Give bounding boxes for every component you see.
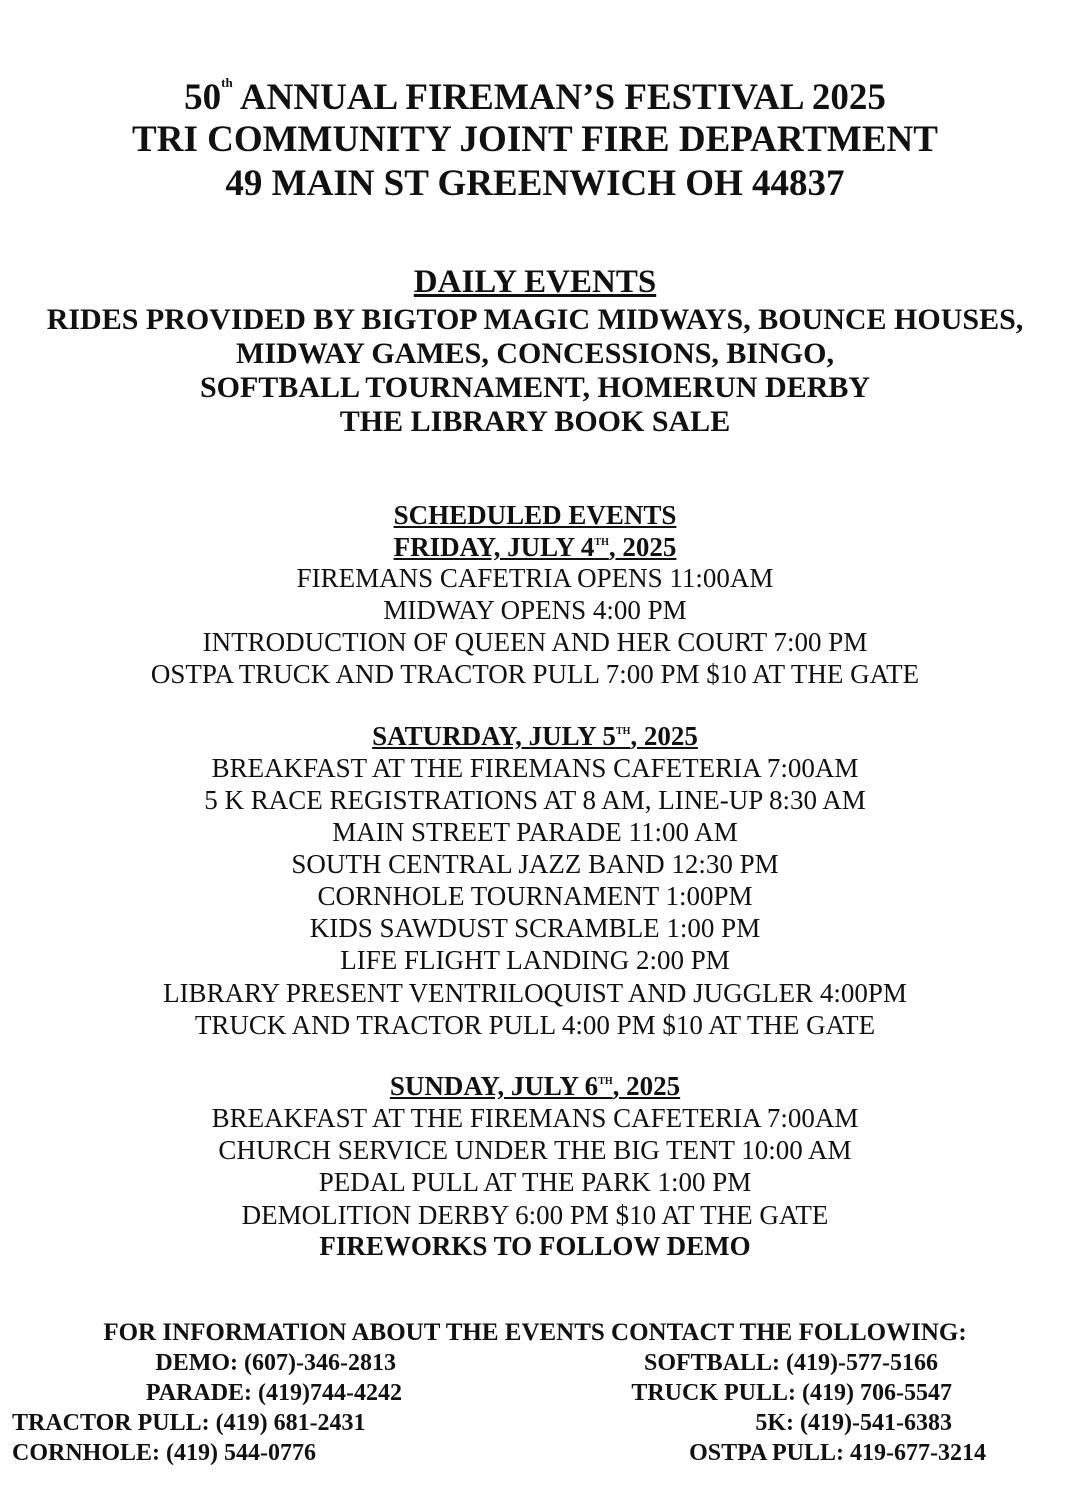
daily-event-line: MIDWAY GAMES, CONCESSIONS, BINGO,: [236, 337, 834, 370]
saturday-event: MAIN STREET PARADE 11:00 AM: [332, 817, 738, 847]
contact-demo: DEMO: (607)-346-2813: [155, 1350, 396, 1376]
title-line-2: TRI COMMUNITY JOINT FIRE DEPARTMENT: [132, 119, 938, 160]
saturday-event: BREAKFAST AT THE FIREMANS CAFETERIA 7:00AM: [211, 753, 859, 783]
contact-5k: 5K: (419)-541-6383: [755, 1410, 952, 1436]
daily-event-line: RIDES PROVIDED BY BIGTOP MAGIC MIDWAYS, BOUNCE HOUSES,: [46, 303, 1024, 336]
contact-ostpa-pull: OSTPA PULL: 419-677-3214: [689, 1440, 986, 1466]
sunday-event: CHURCH SERVICE UNDER THE BIG TENT 10:00 AM: [218, 1135, 852, 1165]
saturday-event: KIDS SAWDUST SCRAMBLE 1:00 PM: [309, 913, 761, 943]
sunday-event: BREAKFAST AT THE FIREMANS CAFETERIA 7:00AM: [211, 1103, 859, 1133]
saturday-event: 5 K RACE REGISTRATIONS AT 8 AM, LINE-UP 8:30 AM: [204, 785, 866, 815]
fireworks-note: FIREWORKS TO FOLLOW DEMO: [319, 1231, 751, 1261]
friday-event: FIREMANS CAFETRIA OPENS 11:00AM: [296, 563, 774, 593]
friday-event: MIDWAY OPENS 4:00 PM: [383, 595, 687, 625]
sunday-event: DEMOLITION DERBY 6:00 PM $10 AT THE GATE: [241, 1200, 829, 1230]
friday-event: INTRODUCTION OF QUEEN AND HER COURT 7:00 PM: [202, 627, 868, 657]
friday-event: OSTPA TRUCK AND TRACTOR PULL 7:00 PM $10 AT THE GATE: [150, 659, 920, 689]
daily-event-line: SOFTBALL TOURNAMENT, HOMERUN DERBY: [199, 371, 871, 404]
sunday-event: PEDAL PULL AT THE PARK 1:00 PM: [318, 1167, 752, 1197]
sunday-heading: SUNDAY, JULY 6TH, 2025: [389, 1071, 681, 1101]
saturday-event: LIBRARY PRESENT VENTRILOQUIST AND JUGGLER 4:00PM: [163, 978, 907, 1008]
saturday-event: LIFE FLIGHT LANDING 2:00 PM: [340, 945, 730, 975]
daily-events-heading: DAILY EVENTS: [413, 264, 657, 300]
title-line-3: 49 MAIN ST GREENWICH OH 44837: [225, 163, 845, 204]
contact-truck-pull: TRUCK PULL: (419) 706-5547: [631, 1380, 952, 1406]
friday-heading: FRIDAY, JULY 4TH, 2025: [393, 532, 677, 562]
saturday-heading: SATURDAY, JULY 5TH, 2025: [372, 721, 698, 751]
contact-cornhole: CORNHOLE: (419) 544-0776: [12, 1440, 316, 1466]
title-line-1: 50th ANNUAL FIREMAN’S FESTIVAL 2025: [184, 75, 886, 118]
contact-softball: SOFTBALL: (419)-577-5166: [644, 1350, 938, 1376]
contact-tractor-pull: TRACTOR PULL: (419) 681-2431: [12, 1410, 366, 1436]
saturday-event: TRUCK AND TRACTOR PULL 4:00 PM $10 AT THE GATE: [194, 1010, 876, 1040]
saturday-event: SOUTH CENTRAL JAZZ BAND 12:30 PM: [291, 849, 779, 879]
daily-event-line: THE LIBRARY BOOK SALE: [339, 405, 731, 438]
contacts-heading: FOR INFORMATION ABOUT THE EVENTS CONTACT THE FOLLOWING:: [103, 1319, 967, 1346]
contact-parade: PARADE: (419)744-4242: [145, 1380, 402, 1406]
scheduled-events-heading: SCHEDULED EVENTS: [393, 500, 677, 530]
saturday-event: CORNHOLE TOURNAMENT 1:00PM: [317, 881, 753, 911]
